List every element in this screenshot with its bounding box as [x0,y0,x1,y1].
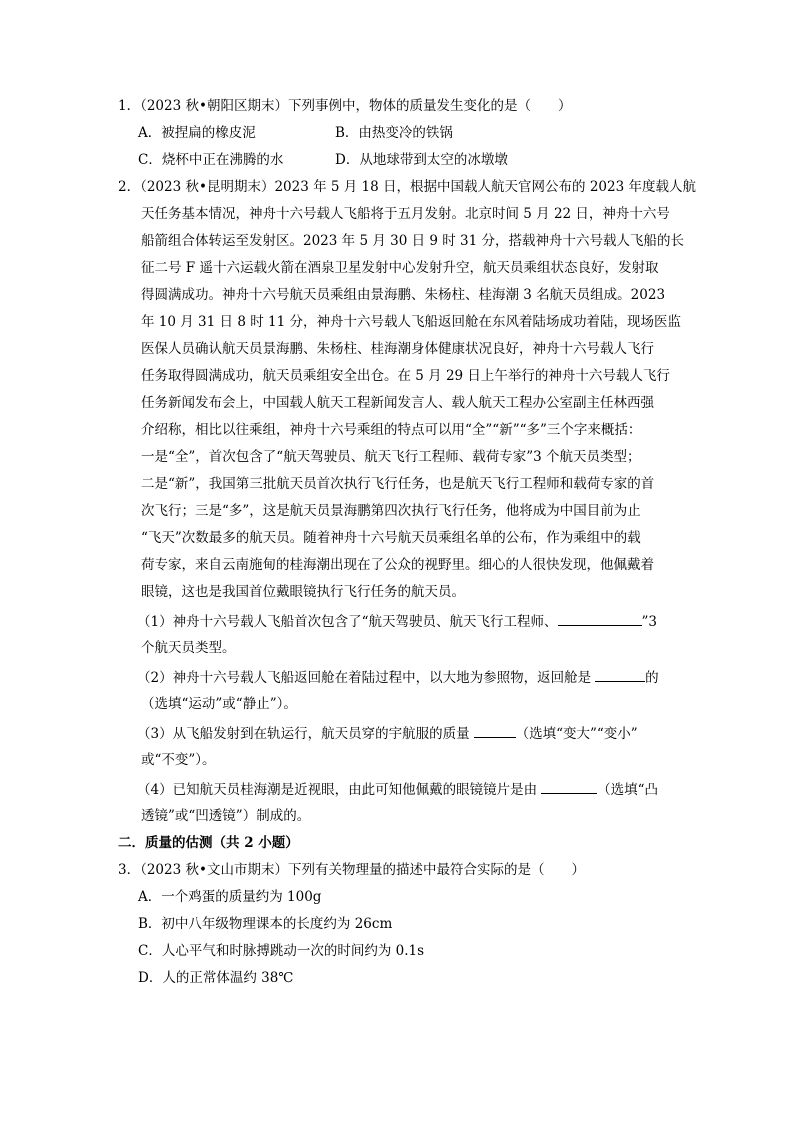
q2-line-3: 船箭组合体转运至发射区。2023 年 5 月 30 日 9 时 31 分，搭载神舟十六号载人飞船的长 [141,233,685,249]
q2-line-1: 2．（2023 秋•昆明期末）2023 年 5 月 18 日，根据中国载人航天官网公布的 2023 年度载人航 [118,179,696,195]
q3-option-c: C．人心平气和时脉搏跳动一次的时间约为 0.1s [138,943,425,959]
q2-sub1-line-2: 个航天员类型。 [141,640,236,656]
q2-line-16: 眼镜，这也是我国首位戴眼镜执行飞行任务的航天员。 [141,584,465,600]
q2-sub2-answer-blank[interactable] [595,668,645,682]
q1-option-a: A．被捏扁的橡皮泥 [138,125,256,141]
q2-sub4-line-1 [137,780,658,799]
q2-line-10: 介绍称，相比以往乘组，神舟十六号乘组的特点可以用“全”“新”“多”三个字来概括： [141,422,642,438]
q2-line-15: 荷专家，来自云南施甸的桂海潮出现在了公众的视野里。细心的人很快发现，他佩戴着 [141,557,654,573]
q2-sub2-line-2: （选填“运动”或“静止”）。 [141,696,297,712]
q2-line-8: 任务取得圆满成功，航天员乘组安全出仓。在 5 月 29 日上午举行的神舟十六号载人飞行 [141,368,670,384]
q2-sub4-answer-blank[interactable] [541,780,597,794]
q2-sub3-line-2: 或“不变”）。 [141,752,216,768]
q2-sub1-text-end: ”3 [641,614,657,630]
q2-sub1-line-1 [137,612,657,631]
q3-option-b: B．初中八年级物理课本的长度约为 26cm [138,916,393,932]
q2-line-7: 医保人员确认航天员景海鹏、朱杨柱、桂海潮身体健康状况良好，神舟十六号载人飞行 [141,341,654,357]
q2-sub1-answer-blank[interactable] [558,612,642,626]
q3-option-a: A．一个鸡蛋的质量约为 100g [138,889,322,905]
q2-sub3-text: （3）从飞船发射到在轨运行，航天员穿的宇航服的质量 [137,726,470,742]
q2-line-9: 任务新闻发布会上，中国载人航天工程新闻发言人、载人航天工程办公室副主任林西强 [141,395,654,411]
q2-line-13: 次飞行；三是“多”，这是航天员景海鹏第四次执行飞行任务，他将成为中国目前为止 [141,503,641,519]
q2-line-5: 得圆满成功。神舟十六号航天员乘组由景海鹏、朱杨柱、桂海潮 3 名航天员组成。2023 [141,287,666,303]
q2-sub2-text: （2）神舟十六号载人飞船返回舱在着陆过程中，以大地为参照物，返回舱是 [137,670,592,686]
q3-stem: 3．（2023 秋•文山市期末）下列有关物理量的描述中最符合实际的是（ ） [118,862,585,878]
q2-sub1-text: （1）神舟十六号载人飞船首次包含了“航天驾驶员、航天飞行工程师、 [137,614,558,630]
q2-line-11: 一是“全”，首次包含了“航天驾驶员、航天飞行工程师、载荷专家”3 个航天员类型； [141,449,641,465]
q1-option-b: B．由热变冷的铁锅 [335,125,453,141]
q2-sub4-line-2: 透镜”或“凹透镜”）制成的。 [141,808,311,824]
q2-sub3-line-1 [137,724,638,743]
q2-sub4-text: （4）已知航天员桂海潮是近视眼，由此可知他佩戴的眼镜镜片是由 [137,782,538,798]
q2-line-12: 二是“新”，我国第三批航天员首次执行飞行任务，也是航天飞行工程师和载荷专家的首 [141,476,655,492]
q2-line-14: “飞天”次数最多的航天员。随着神舟十六号航天员乘组名单的公布，作为乘组中的载 [141,530,641,546]
q2-line-4: 征二号 F 遥十六运载火箭在酒泉卫星发射中心发射升空，航天员乘组状态良好，发射取 [141,260,659,276]
q1-option-c: C．烧杯中正在沸腾的水 [138,152,284,168]
q1-option-d: D．从地球带到太空的冰墩墩 [335,152,508,168]
q2-line-2: 天任务基本情况，神舟十六号载人飞船将于五月发射。北京时间 5 月 22 日，神舟十六号 [141,206,670,222]
q2-sub3-text-end: （选填“变大”“变小” [515,726,638,742]
q2-sub2-line-1 [137,668,659,687]
q2-sub2-text-end: 的 [645,670,659,686]
q3-option-d: D．人的正常体温约 38℃ [138,970,294,986]
q1-stem: 1．（2023 秋•朝阳区期末）下列事例中，物体的质量发生变化的是（ ） [118,98,572,114]
q2-sub4-text-end: （选填“凸 [597,782,658,798]
section-heading: 二．质量的估测（共 2 小题） [118,835,299,851]
q2-line-6: 年 10 月 31 日 8 时 11 分，神舟十六号载人飞船返回舱在东风着陆场成功着陆，现场医监 [141,314,681,330]
q2-sub3-answer-blank[interactable] [474,724,516,738]
